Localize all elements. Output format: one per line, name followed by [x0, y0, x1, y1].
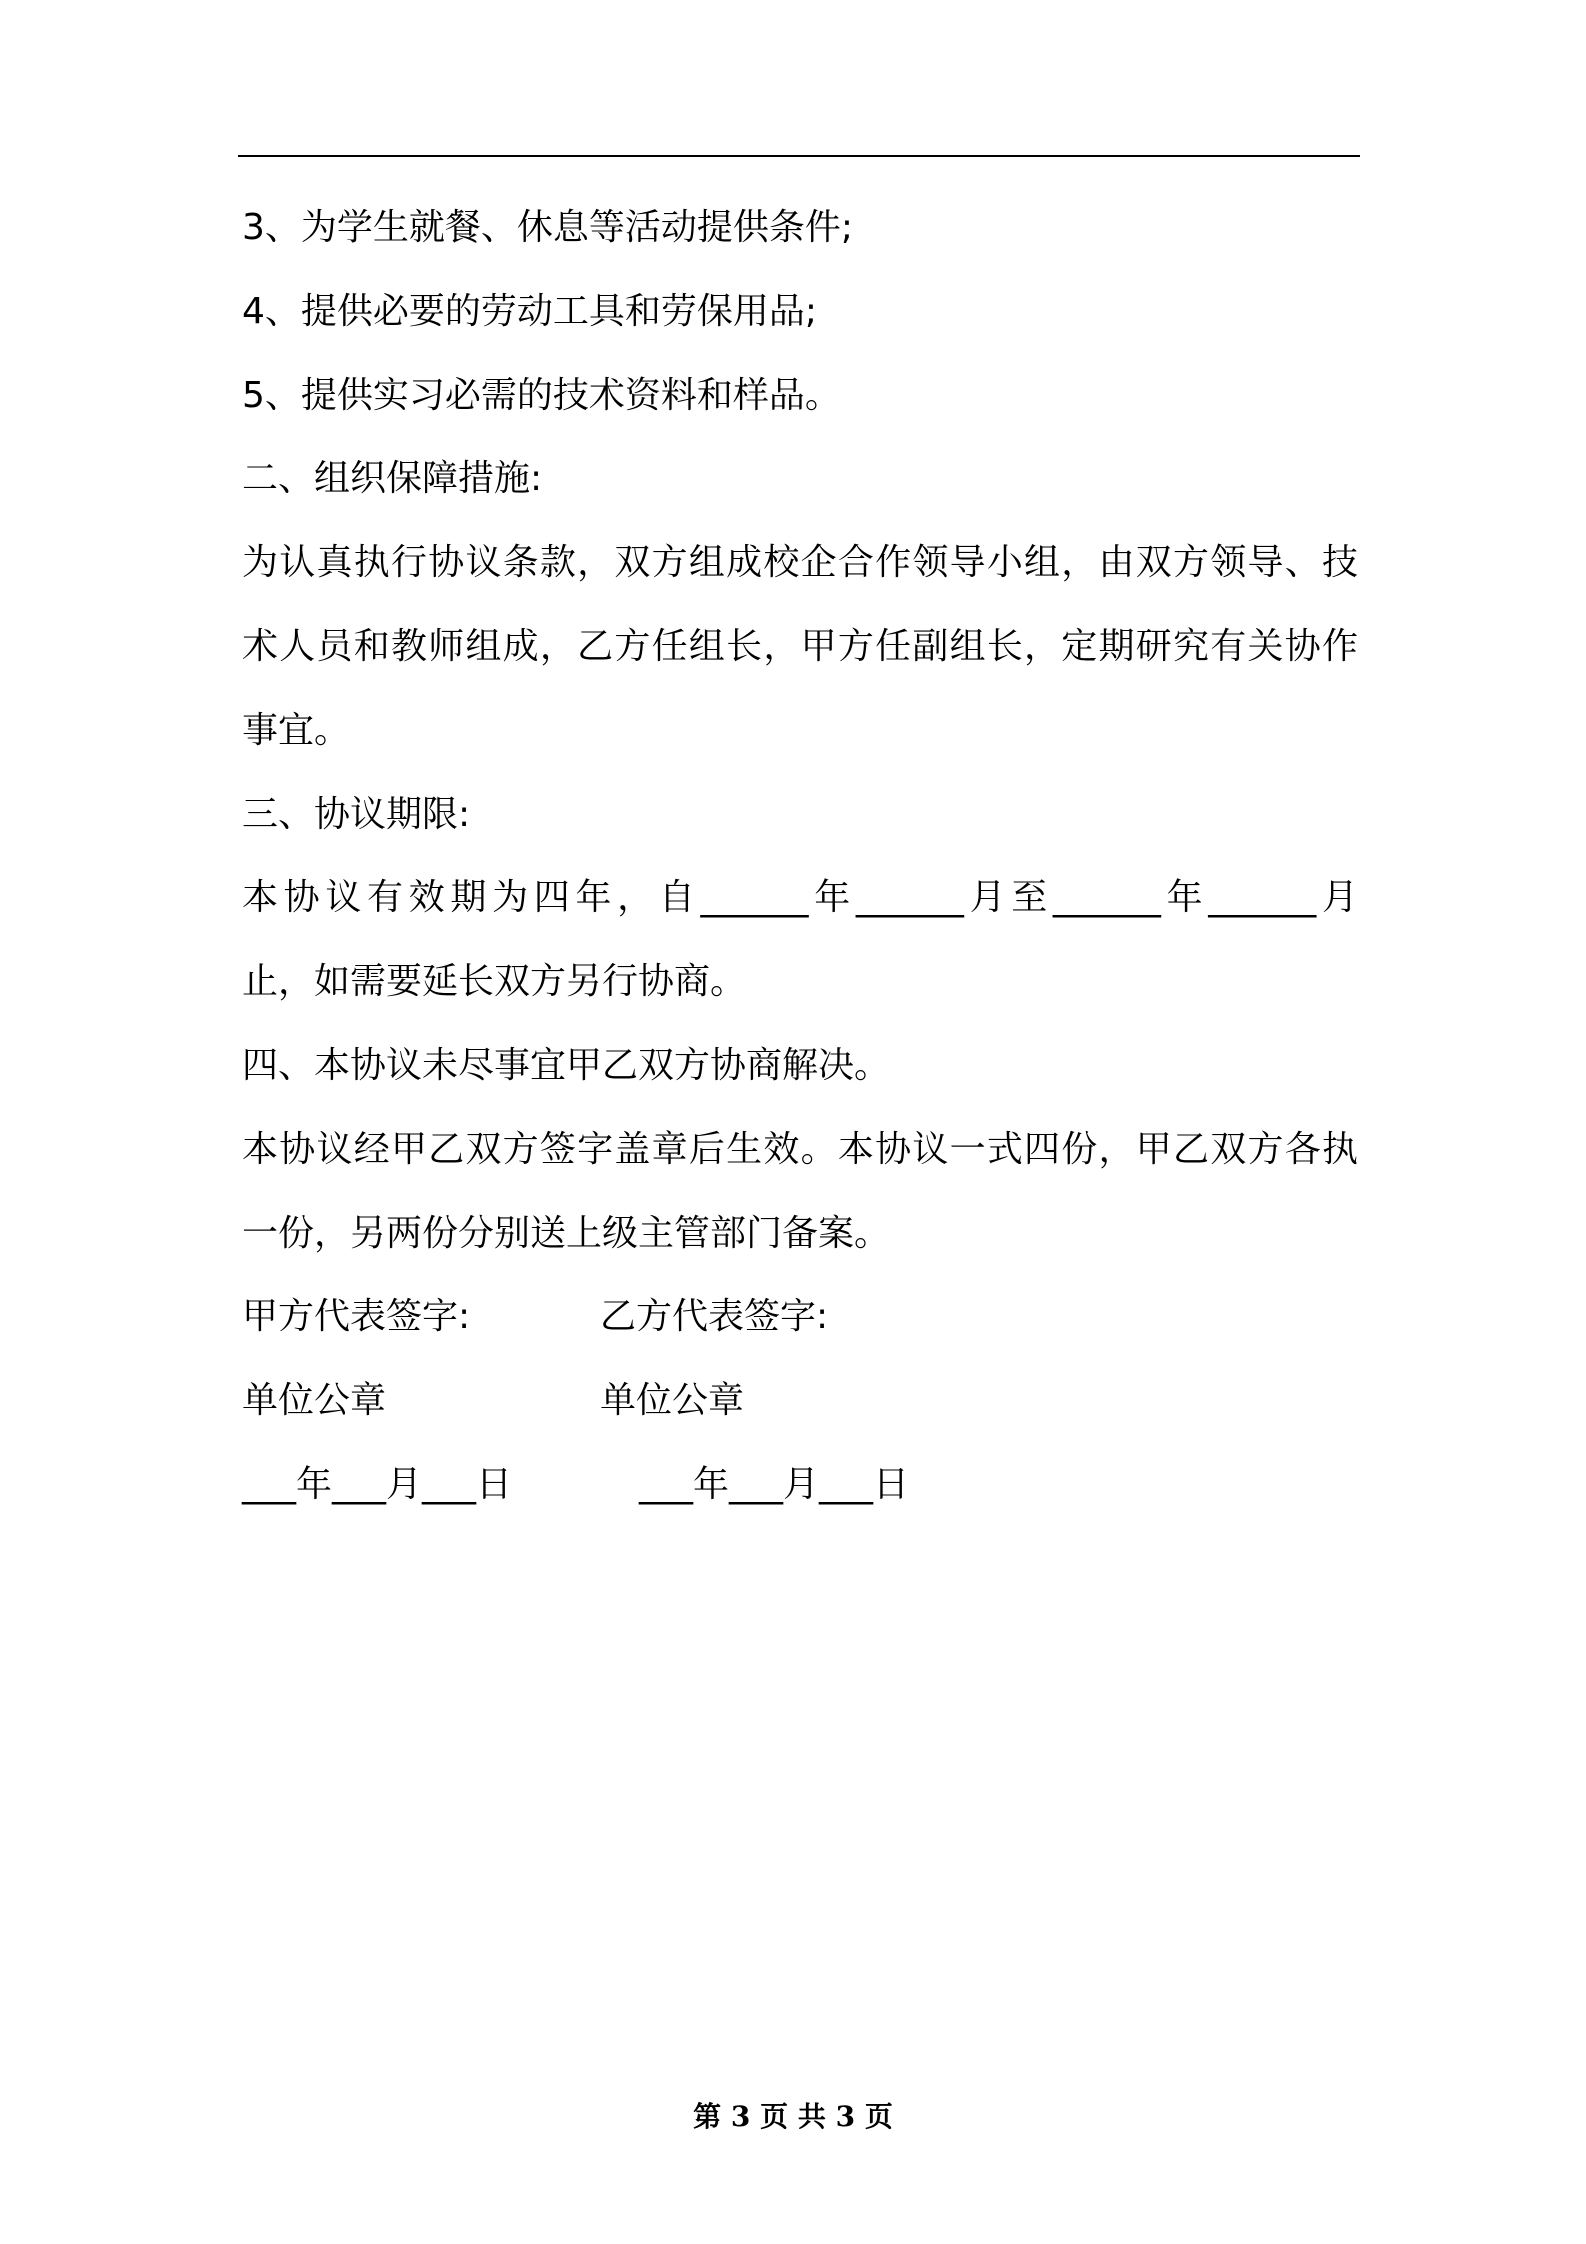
- party-b-signature-label: 乙方代表签字:: [600, 1296, 829, 1338]
- section-2-line: 为认真执行协议条款，双方组成校企合作领导小组，由双方领导、技: [242, 542, 1358, 584]
- party-a-signature-label: 甲方代表签字:: [242, 1296, 471, 1338]
- party-b-seal-label: 单位公章: [600, 1380, 745, 1422]
- seal-row: [242, 1359, 1358, 1443]
- closing-line: 一份，另两份分别送上级主管部门备案。: [242, 1212, 891, 1254]
- section-2-line: 术人员和教师组成，乙方任组长，甲方任副组长，定期研究有关协作: [242, 625, 1358, 667]
- section-3-heading: 三、协议期限:: [242, 793, 471, 835]
- section-3-line: 止，如需要延长双方另行协商。: [242, 961, 747, 1003]
- section-2-line: 事宜。: [242, 709, 351, 751]
- party-a-date-blank: ___年___月___日: [242, 1463, 513, 1505]
- party-b-date-blank: ___年___月___日: [639, 1463, 910, 1505]
- section-4-heading: 四、本协议未尽事宜甲乙双方协商解决。: [242, 1044, 891, 1086]
- list-item-3: 3、为学生就餐、休息等活动提供条件;: [242, 207, 854, 248]
- section-2-heading: 二、组织保障措施:: [242, 458, 543, 500]
- date-row: [242, 1443, 1358, 1527]
- header-rule: [238, 155, 1360, 157]
- signature-label-row: [242, 1275, 1358, 1359]
- closing-line: 本协议经甲乙双方签字盖章后生效。本协议一式四份，甲乙双方各执: [242, 1128, 1358, 1170]
- document-body: [242, 186, 1358, 1527]
- list-item-4: 4、提供必要的劳动工具和劳保用品;: [242, 290, 818, 332]
- page-number-footer: 第 3 页 共 3 页: [693, 2100, 893, 2133]
- section-3-line: 本协议有效期为四年，自______年______月至______年______月: [242, 877, 1358, 919]
- party-a-seal-label: 单位公章: [242, 1380, 387, 1422]
- list-item-5: 5、提供实习必需的技术资料和样品。: [242, 374, 841, 416]
